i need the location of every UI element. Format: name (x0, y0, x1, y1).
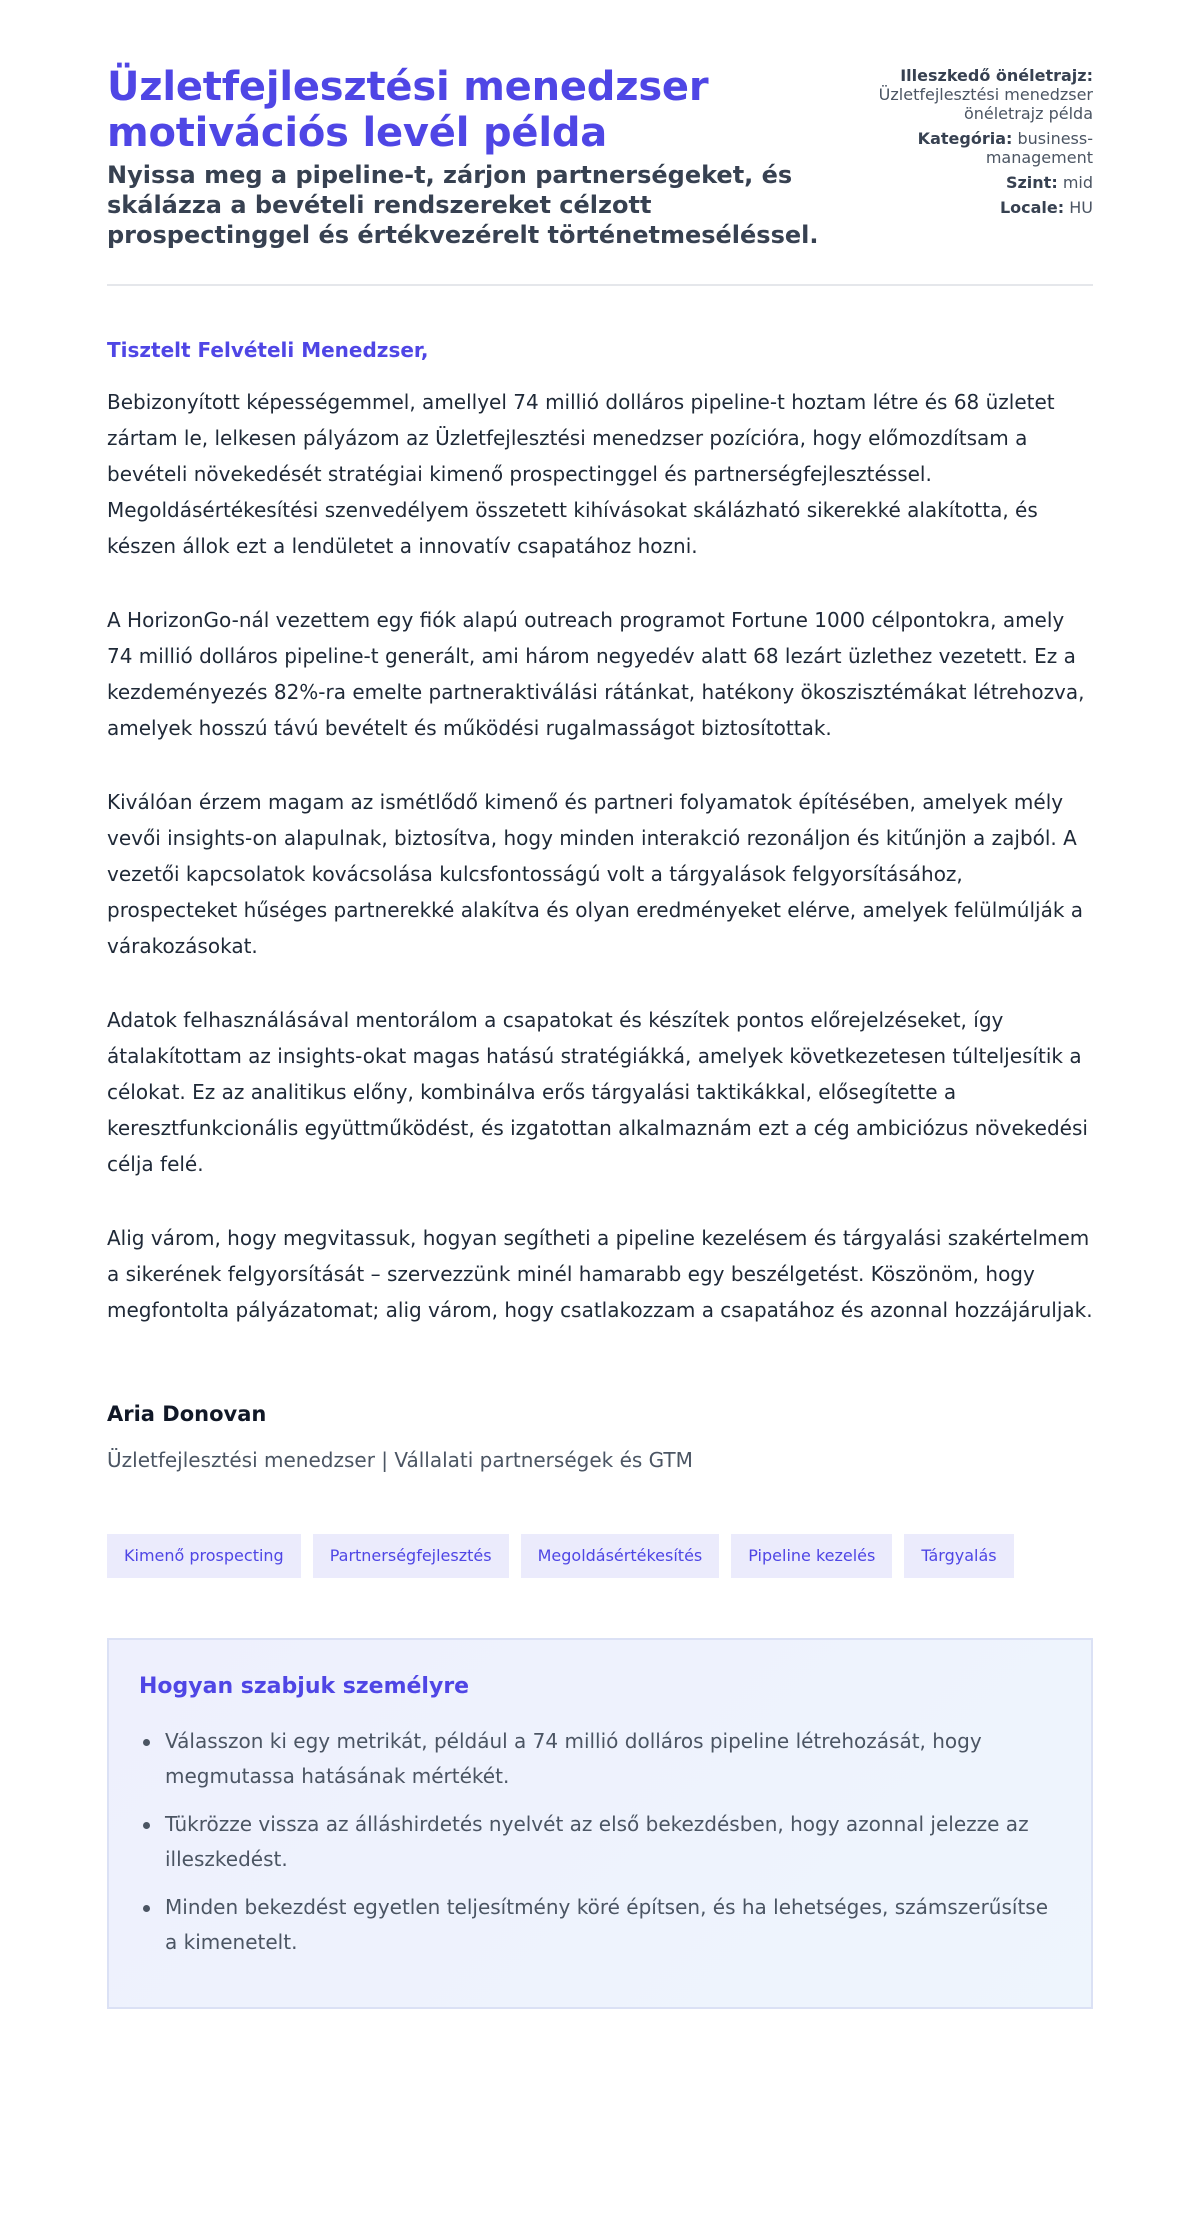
skill-tags (107, 1534, 1093, 1578)
meta-label: Locale: (999, 198, 1065, 217)
signature-block (107, 1400, 1093, 1474)
meta-info (853, 64, 1093, 223)
title-block (107, 64, 847, 250)
letter-paragraph: Adatok felhasználásával mentorálom a csapatokat és készítek pontos előrejelzéseket, így átalakítottam az insights-okat magas hatású stratégiákká, amelyek következetesen túlteljesítik a célokat. Ez az analitikus előny, kombinálva erős tárgyalási taktikákkal, elősegítette a keresztfunkcionális együttműködést, és izgatottan alkalmaznám ezt a cég ambiciózus növekedési célja felé. (107, 1008, 1088, 1176)
letter-paragraph: Kiválóan érzem magam az ismétlődő kimenő és partneri folyamatok építésében, amelyek mély vevői insights-on alapulnak, biztosítva, hogy minden interakció rezonáljon és kitűnjön a zajból. A vezetői kapcsolatok kovácsolása kulcsfontosságú volt a tárgyalások felgyorsításához, prospecteket hűséges partnerekké alakítva és olyan eredményeket elérve, amelyek felülmúlják a várakozásokat. (107, 790, 1084, 958)
meta-level (853, 173, 1093, 192)
skill-tag: Kimenő prospecting (107, 1534, 301, 1578)
meta-value: business-management (985, 129, 1093, 167)
letter-paragraph: A HorizonGo-nál vezettem egy fiók alapú outreach programot Fortune 1000 célpontokra, amely 74 millió dolláros pipeline-t generált, ami három negyedév alatt 68 lezárt üzlethez vezetett. Ez a kezdeményezés 82%-ra emelte partneraktiválási rátánkat, hatékony ökoszisztémákat létrehozva, amelyek hosszú távú bevételt és működési rugalmasságot biztosítottak. (107, 608, 1085, 740)
tip-item: Minden bekezdést egyetlen teljesítmény köré építsen, és ha lehetséges, számszerűsítse a kimenetelt. (139, 1890, 1061, 1960)
page-header (107, 64, 1093, 286)
meta-category (853, 129, 1093, 167)
letter-body (107, 286, 1093, 1328)
letter-paragraph: Alig várom, hogy megvitassuk, hogyan segítheti a pipeline kezelésem és tárgyalási szakértelmem a sikerének felgyorsítását – szervezzünk minél hamarabb egy beszélgetést. Köszönöm, hogy megfontolta pályázatomat; alig várom, hogy csatlakozzam a csapatához és azonnal hozzájáruljak. (107, 1226, 1093, 1322)
meta-label: Szint: (1005, 173, 1058, 192)
page-subtitle: Nyissa meg a pipeline-t, zárjon partnerségeket, és skálázza a bevételi rendszereket célzott prospectinggel és értékvezérelt történetmeséléssel. (107, 161, 819, 249)
meta-locale (853, 198, 1093, 217)
skill-tag: Megoldásértékesítés (521, 1534, 720, 1578)
page-title: Üzletfejlesztési menedzser motivációs levél példa (107, 64, 709, 156)
signature-title: Üzletfejlesztési menedzser | Vállalati partnerségek és GTM (107, 1448, 693, 1472)
meta-value: mid (1062, 173, 1093, 192)
letter-greeting: Tisztelt Felvételi Menedzser, (107, 338, 429, 362)
letter-paragraph: Bebizonyított képességemmel, amellyel 74 millió dolláros pipeline-t hoztam létre és 68 üzletet zártam le, lelkesen pályázom az Üzletfejlesztési menedzser pozícióra, hogy előmozdítsam a bevételi növekedését stratégiai kimenő prospectinggel és partnerségfejlesztéssel. Megoldásértékesítési szenvedélyem összetett kihívásokat skálázható sikerekké alakította, és készen állok ezt a lendületet a innovatív csapatához hozni. (107, 390, 1055, 558)
meta-label: Kategória: (917, 129, 1013, 148)
customization-tips-box (107, 1638, 1093, 2009)
tip-item: Tükrözze vissza az álláshirdetés nyelvét az első bekezdésben, hogy azonnal jelezze az illeszkedést. (139, 1807, 1061, 1877)
meta-value: Üzletfejlesztési menedzser önéletrajz példa (878, 85, 1093, 123)
tip-item: Válasszon ki egy metrikát, például a 74 millió dolláros pipeline létrehozását, hogy megmutassa hatásának mértékét. (139, 1724, 1061, 1794)
meta-value: HU (1069, 198, 1093, 217)
skill-tag: Tárgyalás (904, 1534, 1013, 1578)
meta-matching-resume (853, 66, 1093, 123)
tips-title: Hogyan szabjuk személyre (139, 1674, 470, 1699)
signature-name: Aria Donovan (107, 1402, 267, 1426)
tips-list (139, 1724, 1061, 1960)
meta-label: Illeszkedő önéletrajz: (900, 66, 1093, 85)
skill-tag: Pipeline kezelés (731, 1534, 892, 1578)
skill-tag: Partnerségfejlesztés (313, 1534, 509, 1578)
